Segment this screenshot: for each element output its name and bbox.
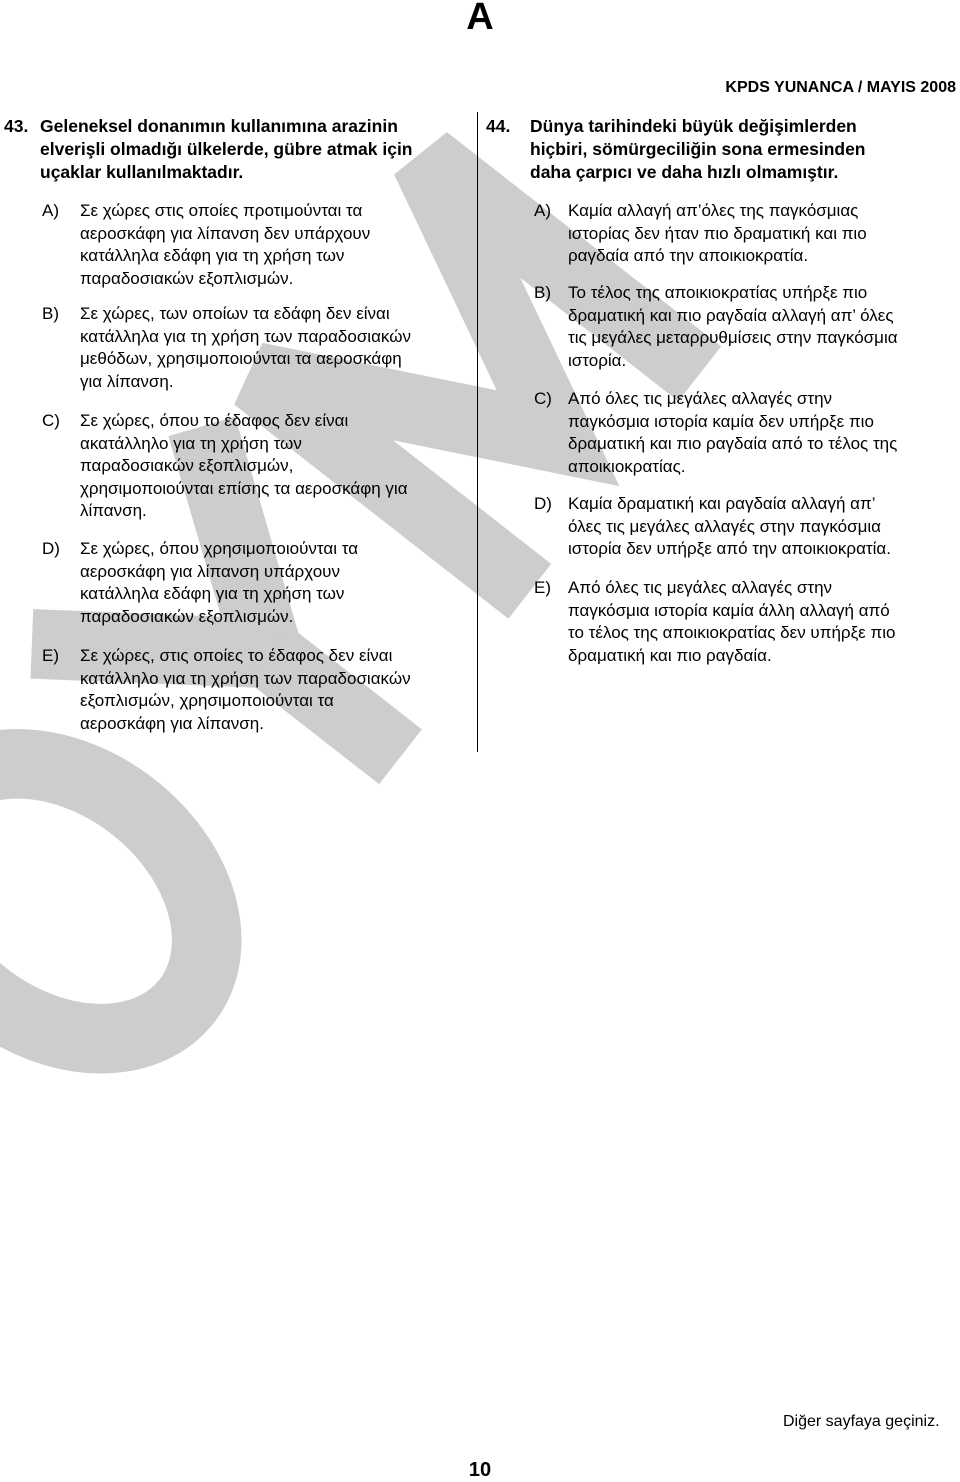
option-line: δραματική και πιο ραγδαία από το τέλος της bbox=[568, 434, 898, 453]
stem-line: uçaklar kullanılmaktadır. bbox=[40, 162, 244, 182]
option-line: χρησιμοποιούνται επίσης τα αεροσκάφη για bbox=[80, 478, 408, 498]
option-line: τις μεγάλες μεταρρυθμίσεις στην παγκόσμια bbox=[568, 328, 898, 347]
option-label: E) bbox=[42, 646, 59, 665]
question-number: 43. bbox=[4, 116, 29, 136]
option-text bbox=[80, 303, 411, 393]
option-line: ακατάλληλο για τη χρήση των bbox=[80, 433, 302, 453]
option-line: αποικιοκρατίας. bbox=[568, 456, 686, 476]
option-label: C) bbox=[42, 411, 60, 430]
option-line: Καμία δραματική και ραγδαία αλλαγή απ’ bbox=[568, 494, 876, 513]
option-line: ιστορία. bbox=[568, 350, 627, 370]
option-line: Σε χώρες, στις οποίες το έδαφος δεν είναι bbox=[80, 646, 393, 665]
option-text bbox=[80, 200, 370, 290]
option-label: D) bbox=[534, 494, 552, 513]
question-stem bbox=[40, 115, 413, 184]
option-line: λίπανση. bbox=[80, 501, 147, 520]
option-line: ραγδαία από την αποικιοκρατία. bbox=[568, 246, 809, 265]
option-label: B) bbox=[42, 304, 59, 323]
option-line: ιστορίας δεν ήταν πιο δραματική και πιο bbox=[568, 223, 867, 243]
option-text bbox=[80, 645, 411, 735]
option-label: C) bbox=[534, 389, 552, 408]
option-line: Από όλες τις μεγάλες αλλαγές στην bbox=[568, 389, 833, 408]
stem-line: Dünya tarihindeki büyük değişimlerden bbox=[530, 116, 857, 136]
option-line: δραματική και πιο ραγδαία. bbox=[568, 645, 772, 665]
option-line: αεροσκάφη για λίπανση δεν υπάρχουν bbox=[80, 223, 371, 243]
column-divider bbox=[477, 112, 478, 752]
option-label: D) bbox=[42, 539, 60, 558]
option-text bbox=[568, 200, 867, 268]
stem-line: elverişli olmadığı ülkelerde, gübre atmak için bbox=[40, 139, 413, 159]
option-line: Σε χώρες, όπου χρησιμοποιούνται τα bbox=[80, 539, 359, 558]
option-text bbox=[80, 538, 358, 628]
option-line: το τέλος της αποικιοκρατίας δεν υπήρξε πιο bbox=[568, 623, 896, 642]
option-line: κατάλληλο για τη χρήση των παραδοσιακών bbox=[80, 668, 411, 688]
option-line: μεθόδων, χρησιμοποιούνται τα αεροσκάφη bbox=[80, 349, 402, 368]
option-line: δραματική και πιο ραγδαία αλλαγή απ’ όλες bbox=[568, 305, 894, 325]
question-number: 44. bbox=[486, 116, 511, 136]
option-line: παγκόσμια ιστορία καμία δεν υπήρξε πιο bbox=[568, 411, 874, 431]
option-text bbox=[80, 410, 408, 523]
stem-line: hiçbiri, sömürgeciliğin sona ermesinden bbox=[530, 139, 866, 159]
question-stem bbox=[530, 115, 866, 184]
option-line: παραδοσιακών εξοπλισμών. bbox=[80, 606, 294, 626]
option-label: A) bbox=[42, 201, 59, 220]
option-line: κατάλληλα για τη χρήση των παραδοσιακών bbox=[80, 326, 411, 346]
option-line: παραδοσιακών εξοπλισμών. bbox=[80, 268, 294, 288]
option-line: για λίπανση. bbox=[80, 371, 174, 391]
option-label: B) bbox=[534, 283, 551, 302]
stem-line: Geleneksel donanımın kullanımına arazinin bbox=[40, 116, 398, 136]
option-line: Σε χώρες, των οποίων τα εδάφη δεν είναι bbox=[80, 304, 390, 323]
option-line: αεροσκάφη για λίπανση υπάρχουν bbox=[80, 561, 340, 581]
option-line: αεροσκάφη για λίπανση. bbox=[80, 713, 264, 733]
option-label: E) bbox=[534, 578, 551, 597]
booklet-letter: A bbox=[466, 0, 494, 38]
option-line: παγκόσμια ιστορία καμία άλλη αλλαγή από bbox=[568, 600, 890, 620]
option-line: Σε χώρες στις οποίες προτιμούνται τα bbox=[80, 201, 363, 220]
next-page-note: Diğer sayfaya geçiniz. bbox=[783, 1413, 940, 1430]
option-line: ιστορία δεν υπήρξε από την αποικιοκρατία. bbox=[568, 539, 891, 558]
option-line: Σε χώρες, όπου το έδαφος δεν είναι bbox=[80, 411, 349, 430]
option-text bbox=[568, 577, 895, 667]
option-line: κατάλληλα εδάφη για τη χρήση των bbox=[80, 584, 345, 603]
exam-title: KPDS YUNANCA / MAYIS 2008 bbox=[725, 79, 956, 96]
option-line: όλες τις μεγάλες αλλαγές στην παγκόσμια bbox=[568, 516, 881, 536]
option-label: A) bbox=[534, 201, 551, 220]
option-text bbox=[568, 493, 891, 561]
option-line: εξοπλισμών, χρησιμοποιούνται τα bbox=[80, 691, 334, 710]
option-line: Το τέλος της αποικιοκρατίας υπήρξε πιο bbox=[568, 283, 868, 302]
option-line: κατάλληλα εδάφη για τη χρήση των bbox=[80, 246, 345, 265]
option-text bbox=[568, 282, 898, 372]
option-line: Καμία αλλαγή απ’όλες της παγκόσμιας bbox=[568, 201, 859, 220]
stem-line: daha çarpıcı ve daha hızlı olmamıştır. bbox=[530, 162, 839, 182]
option-text bbox=[568, 388, 897, 478]
option-line: Από όλες τις μεγάλες αλλαγές στην bbox=[568, 578, 833, 597]
option-line: παραδοσιακών εξοπλισμών, bbox=[80, 456, 294, 475]
page-number: 10 bbox=[468, 1459, 492, 1481]
